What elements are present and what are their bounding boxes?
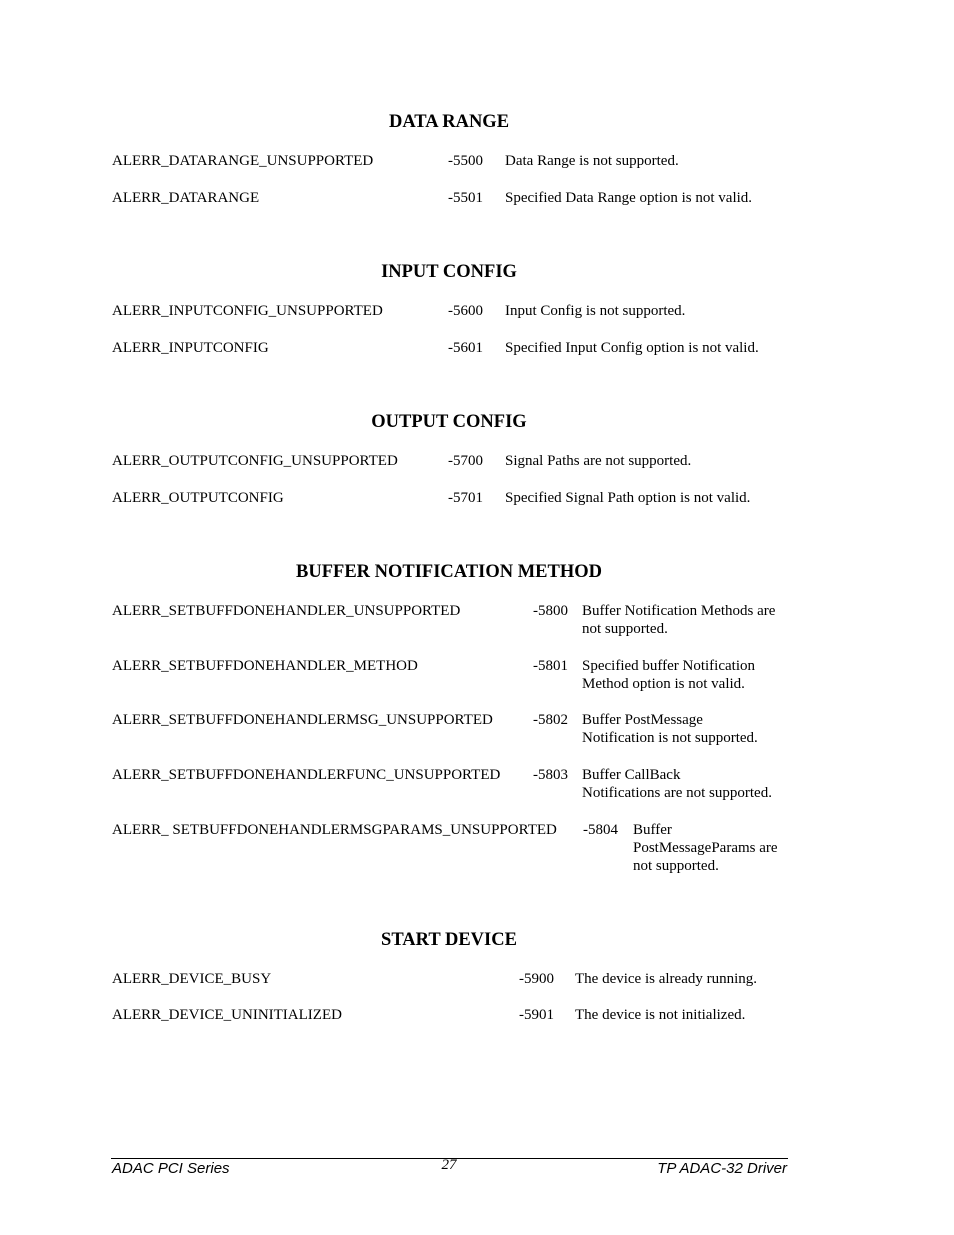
error-description: PostMessageParams are — [633, 840, 778, 856]
error-code: -5700 — [448, 453, 483, 469]
error-name: ALERR_INPUTCONFIG_UNSUPPORTED — [112, 303, 383, 319]
error-code: -5800 — [533, 603, 568, 619]
error-description: Buffer CallBack — [582, 767, 681, 783]
error-description: The device is already running. — [575, 971, 758, 987]
error-code: -5601 — [448, 340, 483, 356]
error-name: ALERR_SETBUFFDONEHANDLERFUNC_UNSUPPORTED — [112, 767, 501, 783]
footer-series-label: ADAC PCI Series — [112, 1160, 230, 1177]
section-title-buffer-notification: BUFFER NOTIFICATION METHOD — [296, 562, 602, 582]
error-name: ALERR_SETBUFFDONEHANDLERMSG_UNSUPPORTED — [112, 712, 493, 728]
error-name: ALERR_OUTPUTCONFIG — [112, 490, 284, 506]
error-name: ALERR_DATARANGE_UNSUPPORTED — [112, 153, 374, 169]
error-name: ALERR_ SETBUFFDONEHANDLERMSGPARAMS_UNSUPPORTED — [112, 822, 557, 838]
error-description: Buffer Notification Methods are — [582, 603, 776, 619]
error-description: Notifications are not supported. — [582, 785, 772, 801]
error-code: -5804 — [583, 822, 618, 838]
error-description: Buffer PostMessage — [582, 712, 703, 728]
error-name: ALERR_DEVICE_BUSY — [112, 971, 272, 987]
error-code: -5900 — [519, 971, 554, 987]
section-title-input-config: INPUT CONFIG — [381, 262, 517, 282]
error-description: not supported. — [633, 858, 719, 874]
section-title-start-device: START DEVICE — [381, 930, 517, 950]
error-description: Specified buffer Notification — [582, 658, 755, 674]
error-description: Specified Data Range option is not valid. — [505, 190, 753, 206]
error-name: ALERR_INPUTCONFIG — [112, 340, 269, 356]
error-code: -5901 — [519, 1007, 554, 1023]
footer-document-title: TP ADAC-32 Driver — [657, 1160, 787, 1177]
error-code: -5803 — [533, 767, 568, 783]
error-description: Notification is not supported. — [582, 730, 758, 746]
error-description: Buffer — [633, 822, 672, 838]
error-description: Signal Paths are not supported. — [505, 453, 692, 469]
error-description: Data Range is not supported. — [505, 153, 679, 169]
error-description: not supported. — [582, 621, 668, 637]
error-description: Specified Input Config option is not valid. — [505, 340, 759, 356]
error-description: The device is not initialized. — [575, 1007, 746, 1023]
error-code: -5501 — [448, 190, 483, 206]
error-code: -5701 — [448, 490, 483, 506]
error-name: ALERR_DATARANGE — [112, 190, 260, 206]
error-code: -5802 — [533, 712, 568, 728]
error-name: ALERR_SETBUFFDONEHANDLER_UNSUPPORTED — [112, 603, 461, 619]
error-description: Method option is not valid. — [582, 676, 745, 692]
error-description: Input Config is not supported. — [505, 303, 686, 319]
error-code: -5500 — [448, 153, 483, 169]
page-number: 27 — [441, 1157, 457, 1173]
error-description: Specified Signal Path option is not valid. — [505, 490, 751, 506]
error-name: ALERR_DEVICE_UNINITIALIZED — [112, 1007, 342, 1023]
error-name: ALERR_SETBUFFDONEHANDLER_METHOD — [112, 658, 418, 674]
error-name: ALERR_OUTPUTCONFIG_UNSUPPORTED — [112, 453, 398, 469]
error-code: -5801 — [533, 658, 568, 674]
section-title-output-config: OUTPUT CONFIG — [371, 412, 527, 432]
error-code: -5600 — [448, 303, 483, 319]
section-title-data-range: DATA RANGE — [388, 112, 510, 132]
